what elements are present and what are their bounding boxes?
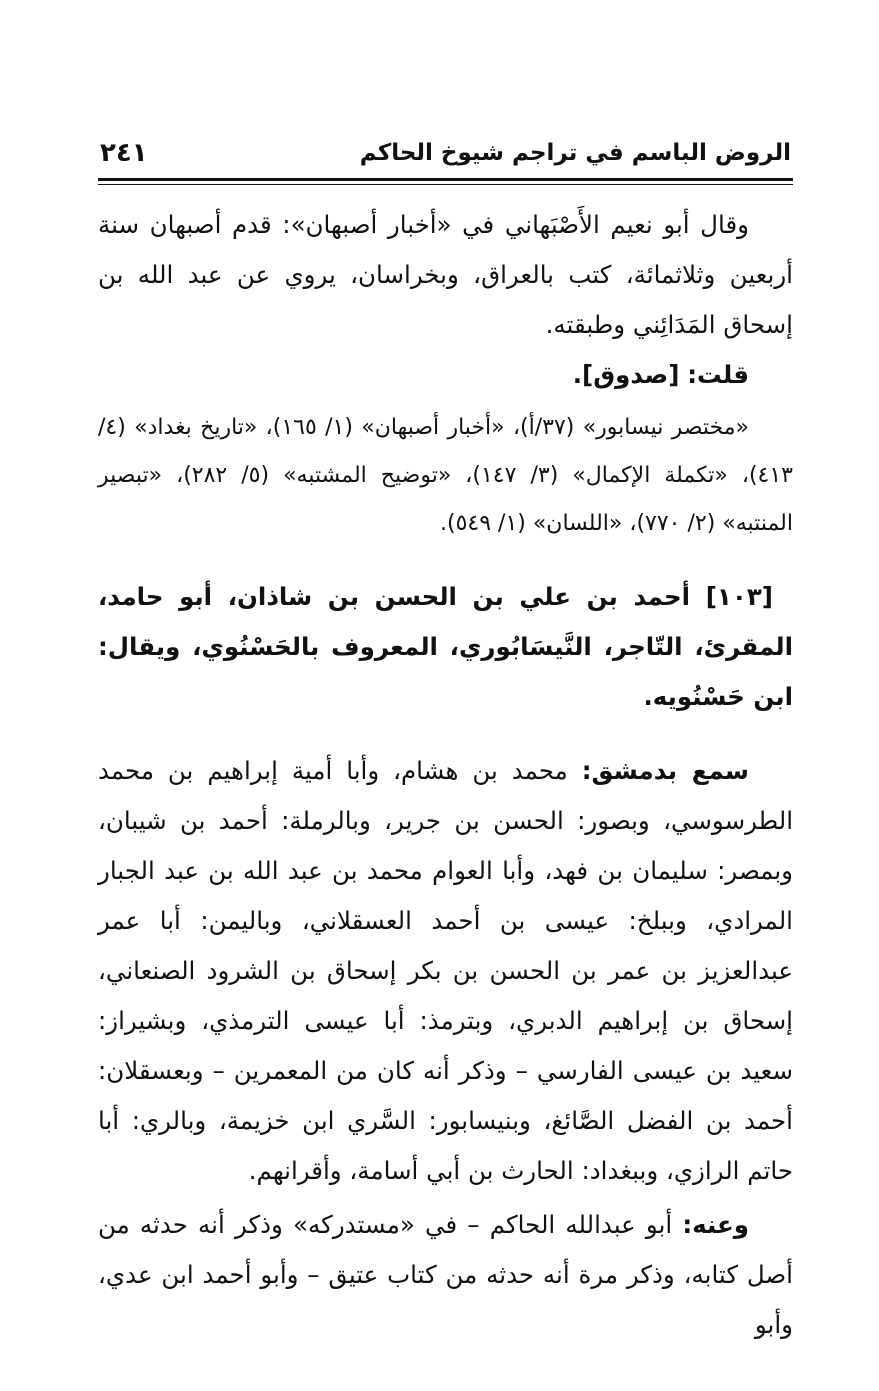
header-rule-thick — [98, 178, 793, 181]
verdict-value: [صدوق]. — [572, 360, 680, 389]
teachers-text: محمد بن هشام، وأبا أمية إبراهيم بن محمد الطرسوسي، وبصور: الحسن بن جرير، وبالرملة: أحمد بن شيبان، وبمصر: سليمان بن فهد، وأبا العوام محمد بن عبد الله بن عبد الجبار المرادي، وببلخ: عيسى بن أحمد العسقلاني، وباليمن: أبا عمر عبدالعزيز بن عمر بن الحسن بن بكر إسحاق بن الشرود الصنعاني، إسحاق بن إبراهيم الدبري، وبترمذ: أبا عيسى الترمذي، وبشيراز: سعيد بن عيسى الفارسي – وذكر أنه كان من المعمرين – وبعسقلان: أحمد بن الفضل الصَّائغ، وبنيسابور: السَّري ابن خزيمة، وبالري: أبا حاتم الرازي، وببغداد: الحارث بن أبي أسامة، وأقرانهم. — [98, 756, 793, 1185]
page-number: ٢٤١ — [100, 138, 148, 168]
paragraph-students — [98, 1200, 793, 1350]
paragraph-abu-nuaym: وقال أبو نعيم الأَصْبَهاني في «أخبار أصبهان»: قدم أصبهان سنة أربعين وثلاثمائة، كتب بالعراق، وبخراسان، يروي عن عبد الله بن إسحاق المَدَائِني وطبقته. — [98, 210, 793, 339]
verdict-line — [98, 350, 793, 400]
running-header — [100, 132, 791, 176]
verdict-label: قلت: — [687, 360, 749, 389]
students-label: وعنه: — [682, 1210, 749, 1239]
students-text: أبو عبدالله الحاكم – في «مستدركه» وذكر أنه حدثه من أصل كتابه، وذكر مرة أنه حدثه من كتاب عتيق – وأبو أحمد ابن عدي، وأبو — [98, 1210, 793, 1339]
running-title: الروض الباسم في تراجم شيوخ الحاكم — [359, 140, 791, 166]
page-body — [98, 200, 793, 1350]
paragraph-teachers — [98, 746, 793, 1196]
teachers-label: سمع بدمشق: — [581, 756, 749, 785]
header-rule-thin — [98, 184, 793, 185]
entry-heading: [١٠٣] أحمد بن علي بن الحسن بن شاذان، أبو حامد، المقرئ، التّاجر، النَّيسَابُوري، المعروف بالحَسْنُوي، ويقال: ابن حَسْنُويه. — [98, 582, 793, 711]
references-paragraph: «مختصر نيسابور» (٣٧/أ)، «أخبار أصبهان» (١/ ١٦٥)، «تاريخ بغداد» (٤/ ٤١٣)، «تكملة الإكمال» (٣/ ١٤٧)، «توضيح المشتبه» (٥/ ٢٨٢)، «تبصير المنتبه» (٢/ ٧٧٠)، «اللسان» (١/ ٥٤٩). — [98, 415, 793, 536]
